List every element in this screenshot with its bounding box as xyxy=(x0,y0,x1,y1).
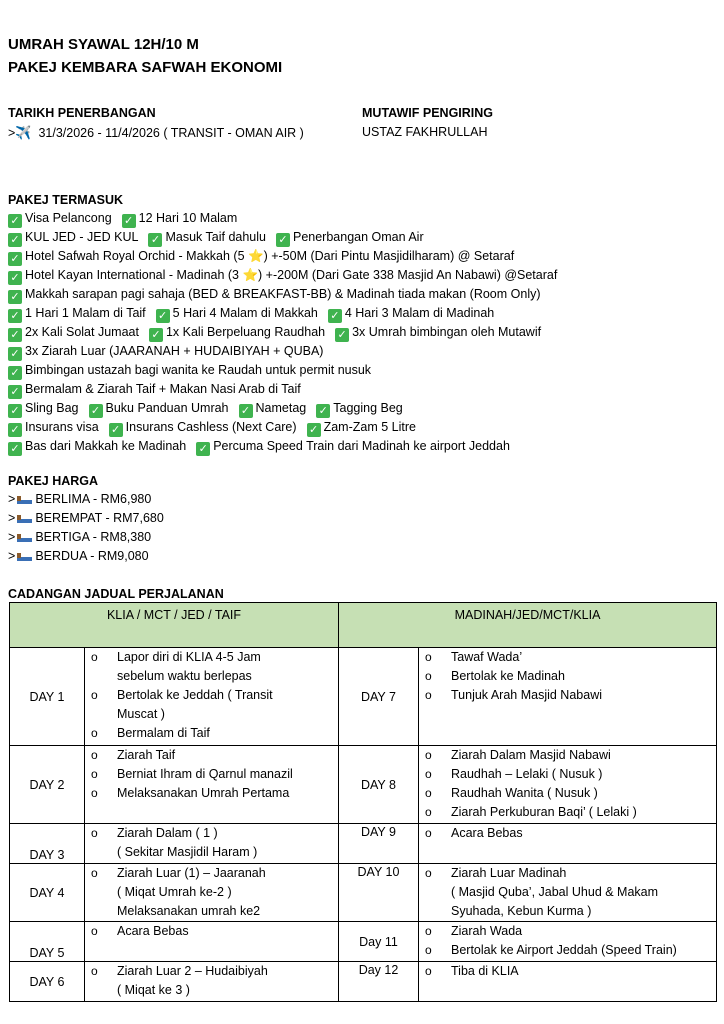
activity-cell xyxy=(419,922,717,962)
package-item: Sling Bag xyxy=(25,401,79,415)
day-label: Day 11 xyxy=(339,922,419,962)
package-item: 3x Umrah bimbingan oleh Mutawif xyxy=(352,325,542,339)
bullet-icon: o xyxy=(91,650,98,664)
activity-cell xyxy=(419,824,717,864)
schedule-activity xyxy=(425,784,716,803)
activity-text: Ziarah Luar (1) – Jaaranah xyxy=(117,866,266,880)
activity-cell xyxy=(419,746,717,824)
bullet-icon: o xyxy=(91,866,98,880)
activity-text: Acara Bebas xyxy=(117,924,189,938)
package-row xyxy=(8,380,557,399)
flight-date-label: TARIKH PENERBANGAN xyxy=(8,106,156,120)
airplane-icon: ✈️ xyxy=(15,125,32,140)
activity-text: Bertolak ke Madinah xyxy=(451,669,565,683)
bullet-icon: o xyxy=(425,748,432,762)
schedule-activity xyxy=(91,784,338,803)
package-item: Percuma Speed Train dari Madinah ke airport Jeddah xyxy=(213,439,510,453)
check-icon: ✓ xyxy=(239,404,253,418)
day-label: DAY 9 xyxy=(339,824,419,864)
activity-text: Melaksanakan Umrah Pertama xyxy=(117,786,290,800)
activity-text: Melaksanakan umrah ke2 xyxy=(117,904,261,918)
schedule-row xyxy=(10,746,717,824)
package-row xyxy=(8,342,557,361)
schedule-activity xyxy=(91,667,338,686)
schedule-activity xyxy=(425,803,716,822)
schedule-activity xyxy=(91,922,338,941)
package-row xyxy=(8,266,557,285)
package-item: 2x Kali Solat Jumaat xyxy=(25,325,139,339)
check-icon: ✓ xyxy=(307,423,321,437)
check-icon: ✓ xyxy=(8,423,22,437)
schedule-activity xyxy=(425,941,716,960)
day-label: Day 12 xyxy=(339,962,419,1002)
package-label: PAKEJ TERMASUK xyxy=(8,193,124,207)
bullet-icon: o xyxy=(425,964,432,978)
price-row: > BERLIMA - RM6,980 xyxy=(8,492,152,506)
bullet-icon: o xyxy=(91,924,98,938)
check-icon: ✓ xyxy=(8,442,22,456)
schedule-activity xyxy=(91,883,338,902)
package-item: Nametag xyxy=(255,401,307,415)
package-row xyxy=(8,209,557,228)
package-row xyxy=(8,399,557,418)
title-line-1: UMRAH SYAWAL 12H/10 M xyxy=(8,36,199,53)
check-icon: ✓ xyxy=(8,385,22,399)
check-icon: ✓ xyxy=(196,442,210,456)
activity-text: Tunjuk Arah Masjid Nabawi xyxy=(451,688,602,702)
package-item: Insurans visa xyxy=(25,420,99,434)
check-icon: ✓ xyxy=(8,214,22,228)
price-row: > BEREMPAT - RM7,680 xyxy=(8,511,164,525)
activity-text: ( Sekitar Masjidil Haram ) xyxy=(117,845,258,859)
package-item: Tagging Beg xyxy=(333,401,403,415)
schedule-header-right: MADINAH/JED/MCT/KLIA xyxy=(339,603,717,648)
package-item: Makkah sarapan pagi sahaja (BED & BREAKFAST-BB) & Madinah tiada makan (Room Only) xyxy=(25,287,541,301)
schedule-activity xyxy=(425,902,716,921)
price-item: BERTIGA - RM8,380 xyxy=(35,530,152,544)
schedule-activity xyxy=(425,765,716,784)
day-label: DAY 1 xyxy=(10,648,85,746)
price-item: BEREMPAT - RM7,680 xyxy=(35,511,164,525)
bullet-icon: o xyxy=(91,748,98,762)
schedule-activity xyxy=(91,902,338,921)
flight-date-text: 31/3/2026 - 11/4/2026 ( TRANSIT - OMAN AIR ) xyxy=(38,126,304,140)
price-row: > BERTIGA - RM8,380 xyxy=(8,530,152,544)
check-icon: ✓ xyxy=(8,252,22,266)
activity-text: Ziarah Dalam Masjid Nabawi xyxy=(451,748,611,762)
package-item: 1 Hari 1 Malam di Taif xyxy=(25,306,146,320)
bullet-icon: o xyxy=(425,826,432,840)
bullet-icon: o xyxy=(425,767,432,781)
package-item: Bimbingan ustazah bagi wanita ke Raudah untuk permit nusuk xyxy=(25,363,372,377)
package-row xyxy=(8,304,557,323)
activity-text: Tiba di KLIA xyxy=(451,964,519,978)
bed-icon xyxy=(17,552,32,561)
day-label: DAY 8 xyxy=(339,746,419,824)
check-icon: ✓ xyxy=(316,404,330,418)
bullet-icon: o xyxy=(425,650,432,664)
activity-text: Ziarah Perkuburan Baqi’ ( Lelaki ) xyxy=(451,805,637,819)
bed-icon xyxy=(17,514,32,523)
check-icon: ✓ xyxy=(149,328,163,342)
check-icon: ✓ xyxy=(8,290,22,304)
check-icon: ✓ xyxy=(8,347,22,361)
activity-text: Syuhada, Kebun Kurma ) xyxy=(451,904,592,918)
day-label: DAY 4 xyxy=(10,864,85,922)
activity-text: Ziarah Taif xyxy=(117,748,176,762)
schedule-activity xyxy=(91,962,338,981)
package-item: Hotel Safwah Royal Orchid - Makkah (5 ⭐) +-50M (Dari Pintu Masjidilharam) @ Setaraf xyxy=(25,249,515,263)
check-icon: ✓ xyxy=(328,309,342,323)
bullet-icon: o xyxy=(425,805,432,819)
schedule-activity xyxy=(425,824,716,843)
bullet-icon: o xyxy=(425,866,432,880)
bullet-icon: o xyxy=(425,688,432,702)
mutawif-label: MUTAWIF PENGIRING xyxy=(362,106,494,120)
package-item: Bermalam & Ziarah Taif + Makan Nasi Arab di Taif xyxy=(25,382,301,396)
schedule-header-left: KLIA / MCT / JED / TAIF xyxy=(10,603,339,648)
bullet-icon: o xyxy=(91,826,98,840)
day-label: DAY 7 xyxy=(339,648,419,746)
schedule-activity xyxy=(425,667,716,686)
bullet-icon: o xyxy=(91,767,98,781)
day-label: DAY 10 xyxy=(339,864,419,922)
package-item: KUL JED - JED KUL xyxy=(25,230,139,244)
schedule-activity xyxy=(425,962,716,981)
check-icon: ✓ xyxy=(109,423,123,437)
day-label: DAY 6 xyxy=(10,962,85,1002)
activity-cell xyxy=(85,962,339,1002)
activity-text: Raudhah Wanita ( Nusuk ) xyxy=(451,786,598,800)
bed-icon xyxy=(17,495,32,504)
schedule-row xyxy=(10,824,717,864)
activity-text: Muscat ) xyxy=(117,707,165,721)
bullet-icon: o xyxy=(91,964,98,978)
schedule-activity xyxy=(91,843,338,862)
check-icon: ✓ xyxy=(276,233,290,247)
activity-text: Bertolak ke Airport Jeddah (Speed Train) xyxy=(451,943,677,957)
package-row xyxy=(8,285,557,304)
activity-cell xyxy=(85,824,339,864)
schedule-activity xyxy=(91,705,338,724)
schedule-activity xyxy=(91,824,338,843)
flight-date-value xyxy=(8,123,304,143)
price-row: > BERDUA - RM9,080 xyxy=(8,549,149,563)
bullet-icon: o xyxy=(91,786,98,800)
activity-text: ( Masjid Quba’, Jabal Uhud & Makam xyxy=(451,885,659,899)
day-label: DAY 5 xyxy=(10,922,85,962)
package-item: Insurans Cashless (Next Care) xyxy=(125,420,297,434)
activity-text: Bertolak ke Jeddah ( Transit xyxy=(117,688,273,702)
price-item: BERLIMA - RM6,980 xyxy=(35,492,152,506)
bullet-icon: o xyxy=(425,669,432,683)
schedule-row xyxy=(10,648,717,746)
schedule-activity xyxy=(425,864,716,883)
schedule-activity xyxy=(425,686,716,705)
package-item: Zam-Zam 5 Litre xyxy=(323,420,416,434)
check-icon: ✓ xyxy=(8,366,22,380)
schedule-table xyxy=(9,602,717,1002)
schedule-row xyxy=(10,922,717,962)
title-line-2: PAKEJ KEMBARA SAFWAH EKONOMI xyxy=(8,59,283,76)
bed-icon xyxy=(17,533,32,542)
activity-cell xyxy=(85,864,339,922)
activity-cell xyxy=(85,922,339,962)
package-item: 3x Ziarah Luar (JAARANAH + HUDAIBIYAH + QUBA) xyxy=(25,344,324,358)
package-item: Masuk Taif dahulu xyxy=(165,230,266,244)
check-icon: ✓ xyxy=(8,233,22,247)
check-icon: ✓ xyxy=(8,309,22,323)
price-item: BERDUA - RM9,080 xyxy=(35,549,149,563)
activity-cell xyxy=(419,864,717,922)
package-item: 1x Kali Berpeluang Raudhah xyxy=(165,325,326,339)
schedule-activity xyxy=(91,724,338,743)
schedule-activity xyxy=(425,746,716,765)
activity-text: Lapor diri di KLIA 4-5 Jam xyxy=(117,650,261,664)
check-icon: ✓ xyxy=(89,404,103,418)
bullet-icon: o xyxy=(425,943,432,957)
activity-text: Ziarah Dalam ( 1 ) xyxy=(117,826,218,840)
package-item: 5 Hari 4 Malam di Makkah xyxy=(172,306,318,320)
mutawif-value: USTAZ FAKHRULLAH xyxy=(362,125,488,139)
check-icon: ✓ xyxy=(8,328,22,342)
schedule-label: CADANGAN JADUAL PERJALANAN xyxy=(8,587,224,601)
activity-text: Raudhah – Lelaki ( Nusuk ) xyxy=(451,767,603,781)
package-row xyxy=(8,361,557,380)
activity-text: Berniat Ihram di Qarnul manazil xyxy=(117,767,293,781)
schedule-activity xyxy=(91,648,338,667)
package-item: Penerbangan Oman Air xyxy=(292,230,424,244)
check-icon: ✓ xyxy=(148,233,162,247)
schedule-activity xyxy=(91,686,338,705)
package-row xyxy=(8,418,557,437)
package-item: Visa Pelancong xyxy=(25,211,112,225)
bullet-icon: o xyxy=(425,924,432,938)
bullet-icon: o xyxy=(425,786,432,800)
package-row xyxy=(8,437,557,456)
bullet-icon: o xyxy=(91,688,98,702)
schedule-activity xyxy=(91,981,338,1000)
activity-text: Ziarah Wada xyxy=(451,924,523,938)
pricing-list xyxy=(8,490,164,566)
activity-text: Ziarah Luar Madinah xyxy=(451,866,567,880)
package-item: Buku Panduan Umrah xyxy=(105,401,229,415)
schedule-row xyxy=(10,962,717,1002)
activity-text: ( Miqat Umrah ke-2 ) xyxy=(117,885,232,899)
package-row xyxy=(8,247,557,266)
package-row xyxy=(8,323,557,342)
activity-text: ( Miqat ke 3 ) xyxy=(117,983,190,997)
schedule-activity xyxy=(91,746,338,765)
activity-text: Acara Bebas xyxy=(451,826,523,840)
activity-text: Tawaf Wada’ xyxy=(451,650,523,664)
check-icon: ✓ xyxy=(335,328,349,342)
schedule-activity xyxy=(91,864,338,883)
schedule-activity xyxy=(425,648,716,667)
schedule-activity xyxy=(91,765,338,784)
activity-text: sebelum waktu berlepas xyxy=(117,669,252,683)
package-item: 12 Hari 10 Malam xyxy=(138,211,238,225)
activity-cell xyxy=(419,648,717,746)
activity-cell xyxy=(85,648,339,746)
schedule-row xyxy=(10,864,717,922)
package-item: Bas dari Makkah ke Madinah xyxy=(25,439,187,453)
activity-text: Bermalam di Taif xyxy=(117,726,210,740)
check-icon: ✓ xyxy=(122,214,136,228)
check-icon: ✓ xyxy=(8,404,22,418)
day-label: DAY 2 xyxy=(10,746,85,824)
flight-prefix: > xyxy=(8,126,16,140)
schedule-activity xyxy=(425,883,716,902)
activity-text: Ziarah Luar 2 – Hudaibiyah xyxy=(117,964,268,978)
schedule-activity xyxy=(425,922,716,941)
package-includes-list xyxy=(8,209,557,456)
package-item: 4 Hari 3 Malam di Madinah xyxy=(344,306,495,320)
activity-cell xyxy=(85,746,339,824)
activity-cell xyxy=(419,962,717,1002)
package-item: Hotel Kayan International - Madinah (3 ⭐) +-200M (Dari Gate 338 Masjid An Nabawi) @Setaraf xyxy=(25,268,558,282)
check-icon: ✓ xyxy=(8,271,22,285)
check-icon: ✓ xyxy=(156,309,170,323)
bullet-icon: o xyxy=(91,726,98,740)
pricing-label: PAKEJ HARGA xyxy=(8,474,99,488)
day-label: DAY 3 xyxy=(10,824,85,864)
package-row xyxy=(8,228,557,247)
